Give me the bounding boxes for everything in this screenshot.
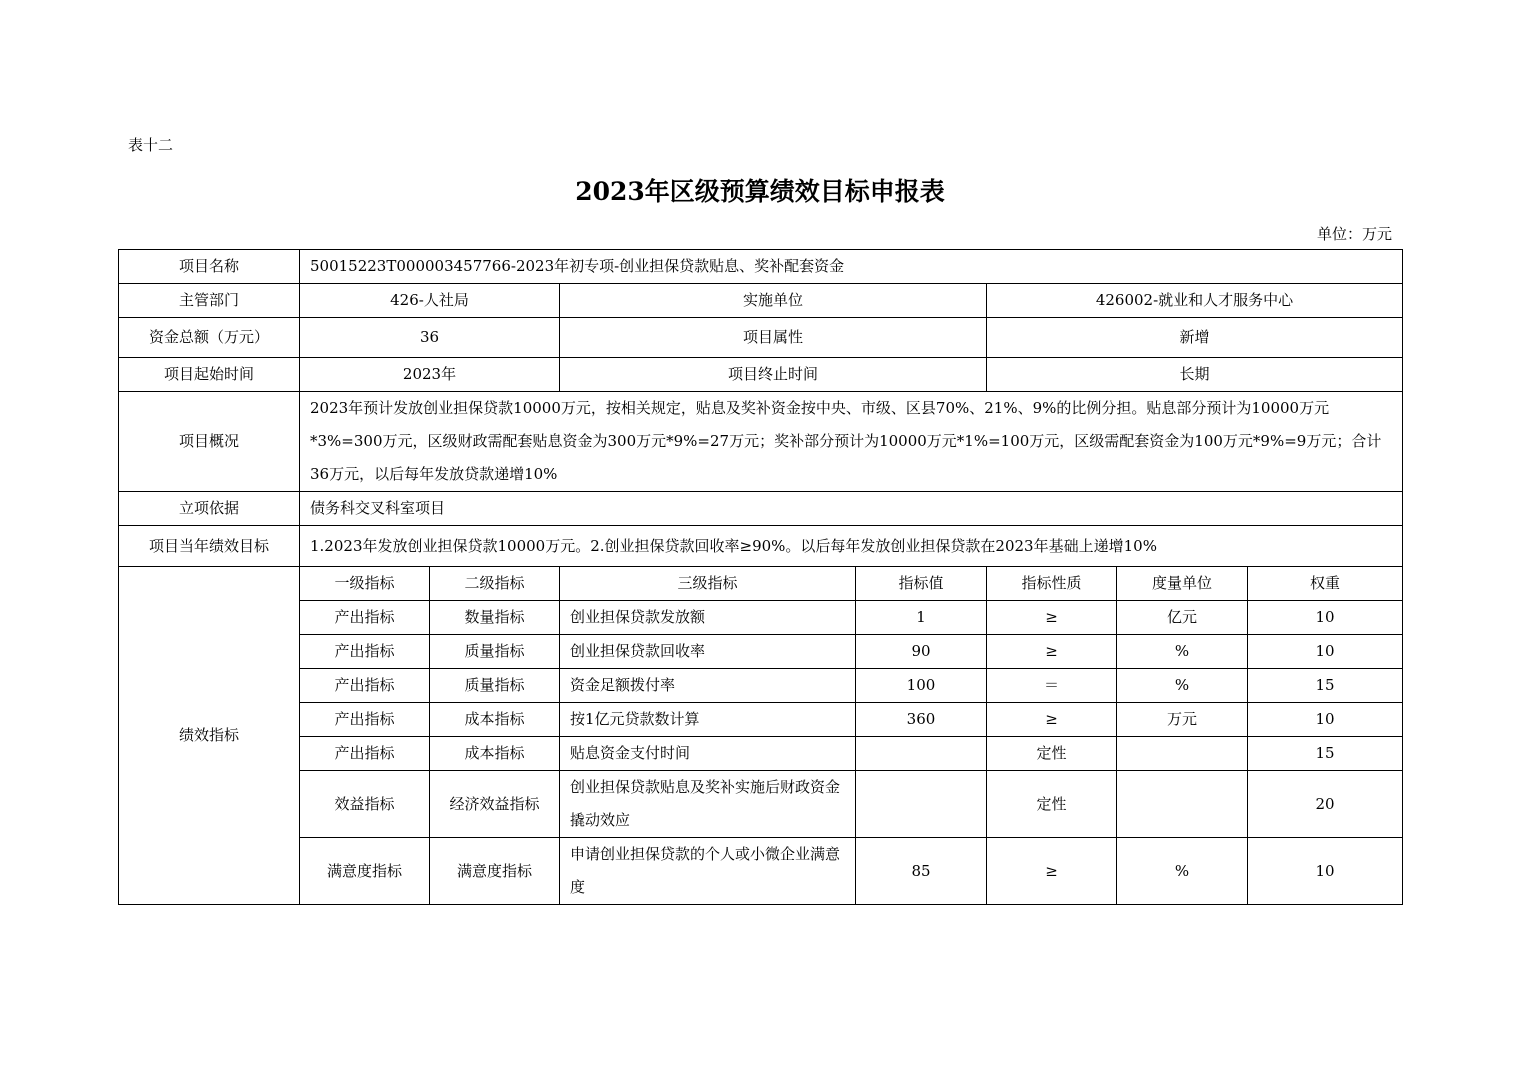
- indicator-unit: %: [1117, 635, 1248, 669]
- indicator-level1: 满意度指标: [300, 838, 430, 905]
- indicator-value: 100: [856, 669, 987, 703]
- overview-value: 2023年预计发放创业担保贷款10000万元，按相关规定，贴息及奖补资金按中央、市级、区县70%、21%、9%的比例分担。贴息部分预计为10000万元*3%=300万元，区级财政需配套贴息资金为300万元*9%=27万元；奖补部分预计为10000万元*1%=100万元，区级需配套资金为100万元*9%=9万元；合计36万元，以后每年发放贷款递增10%: [300, 392, 1403, 492]
- start-value: 2023年: [300, 358, 560, 392]
- indicator-weight: 15: [1248, 737, 1403, 771]
- indicator-value: 85: [856, 838, 987, 905]
- fund-label: 资金总额（万元）: [119, 318, 300, 358]
- unit-label: 单位：万元: [1316, 225, 1392, 243]
- indicator-level3: 创业担保贷款贴息及奖补实施后财政资金撬动效应: [560, 771, 856, 838]
- indicator-level2: 经济效益指标: [430, 771, 560, 838]
- indicator-weight: 10: [1248, 838, 1403, 905]
- indicator-level1: 产出指标: [300, 703, 430, 737]
- header-value: 指标值: [856, 567, 987, 601]
- fund-value: 36: [300, 318, 560, 358]
- indicator-nature: ≥: [987, 635, 1117, 669]
- goal-label: 项目当年绩效目标: [119, 526, 300, 567]
- end-label: 项目终止时间: [560, 358, 987, 392]
- indicator-level3: 创业担保贷款发放额: [560, 601, 856, 635]
- indicator-weight: 10: [1248, 601, 1403, 635]
- indicator-unit: [1117, 737, 1248, 771]
- impl-value: 426002-就业和人才服务中心: [987, 284, 1403, 318]
- indicator-level2: 质量指标: [430, 669, 560, 703]
- indicator-nature: ≥: [987, 601, 1117, 635]
- header-level2: 二级指标: [430, 567, 560, 601]
- row-goal: [119, 526, 1403, 567]
- indicator-value: [856, 771, 987, 838]
- indicator-header-row: [119, 567, 1403, 601]
- indicator-level2: 质量指标: [430, 635, 560, 669]
- attr-value: 新增: [987, 318, 1403, 358]
- attr-label: 项目属性: [560, 318, 987, 358]
- indicator-weight: 15: [1248, 669, 1403, 703]
- header-level1: 一级指标: [300, 567, 430, 601]
- indicator-level1: 效益指标: [300, 771, 430, 838]
- indicator-nature: ≥: [987, 703, 1117, 737]
- indicator-level3: 创业担保贷款回收率: [560, 635, 856, 669]
- page-title: 2023年区级预算绩效目标申报表: [575, 177, 945, 206]
- indicator-level2: 成本指标: [430, 703, 560, 737]
- indicator-level3: 资金足额拨付率: [560, 669, 856, 703]
- indicator-row: [119, 669, 1403, 703]
- indicator-unit: %: [1117, 838, 1248, 905]
- indicator-unit: %: [1117, 669, 1248, 703]
- indicator-unit: 万元: [1117, 703, 1248, 737]
- indicator-value: 90: [856, 635, 987, 669]
- start-label: 项目起始时间: [119, 358, 300, 392]
- indicator-level3: 贴息资金支付时间: [560, 737, 856, 771]
- indicator-value: 360: [856, 703, 987, 737]
- indicator-unit: [1117, 771, 1248, 838]
- indicator-level1: 产出指标: [300, 601, 430, 635]
- indicator-value: [856, 737, 987, 771]
- indicator-level1: 产出指标: [300, 737, 430, 771]
- basis-label: 立项依据: [119, 492, 300, 526]
- project-name-label: 项目名称: [119, 250, 300, 284]
- end-value: 长期: [987, 358, 1403, 392]
- overview-label: 项目概况: [119, 392, 300, 492]
- indicator-row: [119, 601, 1403, 635]
- header-unit: 度量单位: [1117, 567, 1248, 601]
- indicator-level3: 按1亿元贷款数计算: [560, 703, 856, 737]
- indicators-section-label: 绩效指标: [119, 567, 300, 905]
- indicator-weight: 20: [1248, 771, 1403, 838]
- indicator-level2: 成本指标: [430, 737, 560, 771]
- indicator-level3: 申请创业担保贷款的个人或小微企业满意度: [560, 838, 856, 905]
- indicator-nature: ＝: [987, 669, 1117, 703]
- dept-label: 主管部门: [119, 284, 300, 318]
- indicator-weight: 10: [1248, 635, 1403, 669]
- indicator-level1: 产出指标: [300, 669, 430, 703]
- row-period: [119, 358, 1403, 392]
- project-name-value: 50015223T000003457766-2023年初专项-创业担保贷款贴息、奖补配套资金: [300, 250, 1403, 284]
- row-department: [119, 284, 1403, 318]
- table-number: 表十二: [128, 136, 174, 154]
- indicator-row: [119, 737, 1403, 771]
- indicator-weight: 10: [1248, 703, 1403, 737]
- indicator-row: [119, 838, 1403, 905]
- row-overview: [119, 392, 1403, 492]
- row-fund: [119, 318, 1403, 358]
- goal-value: 1.2023年发放创业担保贷款10000万元。2.创业担保贷款回收率≥90%。以后每年发放创业担保贷款在2023年基础上递增10%: [300, 526, 1403, 567]
- indicator-row: [119, 771, 1403, 838]
- indicator-level2: 数量指标: [430, 601, 560, 635]
- row-basis: [119, 492, 1403, 526]
- impl-label: 实施单位: [560, 284, 987, 318]
- header-level3: 三级指标: [560, 567, 856, 601]
- indicator-level2: 满意度指标: [430, 838, 560, 905]
- indicator-row: [119, 635, 1403, 669]
- indicator-unit: 亿元: [1117, 601, 1248, 635]
- dept-value: 426-人社局: [300, 284, 560, 318]
- basis-value: 债务科交叉科室项目: [300, 492, 1403, 526]
- indicator-level1: 产出指标: [300, 635, 430, 669]
- header-nature: 指标性质: [987, 567, 1117, 601]
- indicator-nature: 定性: [987, 737, 1117, 771]
- row-project-name: [119, 250, 1403, 284]
- header-weight: 权重: [1248, 567, 1403, 601]
- indicator-nature: ≥: [987, 838, 1117, 905]
- indicator-row: [119, 703, 1403, 737]
- indicator-nature: 定性: [987, 771, 1117, 838]
- budget-performance-table: [118, 249, 1403, 905]
- indicator-value: 1: [856, 601, 987, 635]
